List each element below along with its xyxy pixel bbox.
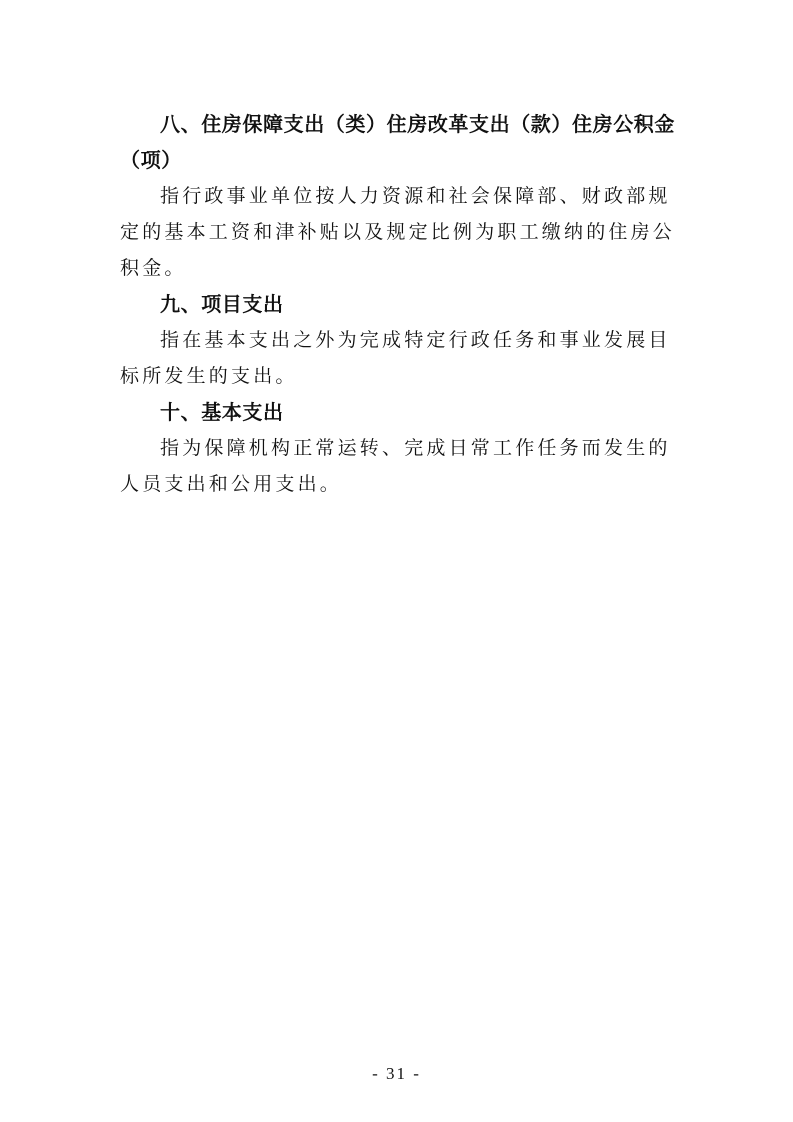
section-body-housing-fund: 指行政事业单位按人力资源和社会保障部、财政部规定的基本工资和津补贴以及规定比例为职工缴纳的住房公积金。 bbox=[120, 185, 676, 279]
section-body-project-expenditure: 指在基本支出之外为完成特定行政任务和事业发展目标所发生的支出。 bbox=[120, 329, 671, 387]
section-heading-project-expenditure: 九、项目支出 bbox=[160, 292, 284, 316]
section-heading-housing-fund: 八、住房保障支出（类）住房改革支出（款）住房公积金（项） bbox=[120, 112, 675, 172]
section-heading-basic-expenditure: 十、基本支出 bbox=[160, 400, 284, 424]
section-body-basic-expenditure: 指为保障机构正常运转、完成日常工作任务而发生的人员支出和公用支出。 bbox=[120, 437, 671, 495]
page-number: - 31 - bbox=[372, 1064, 421, 1083]
document-body bbox=[120, 106, 675, 502]
